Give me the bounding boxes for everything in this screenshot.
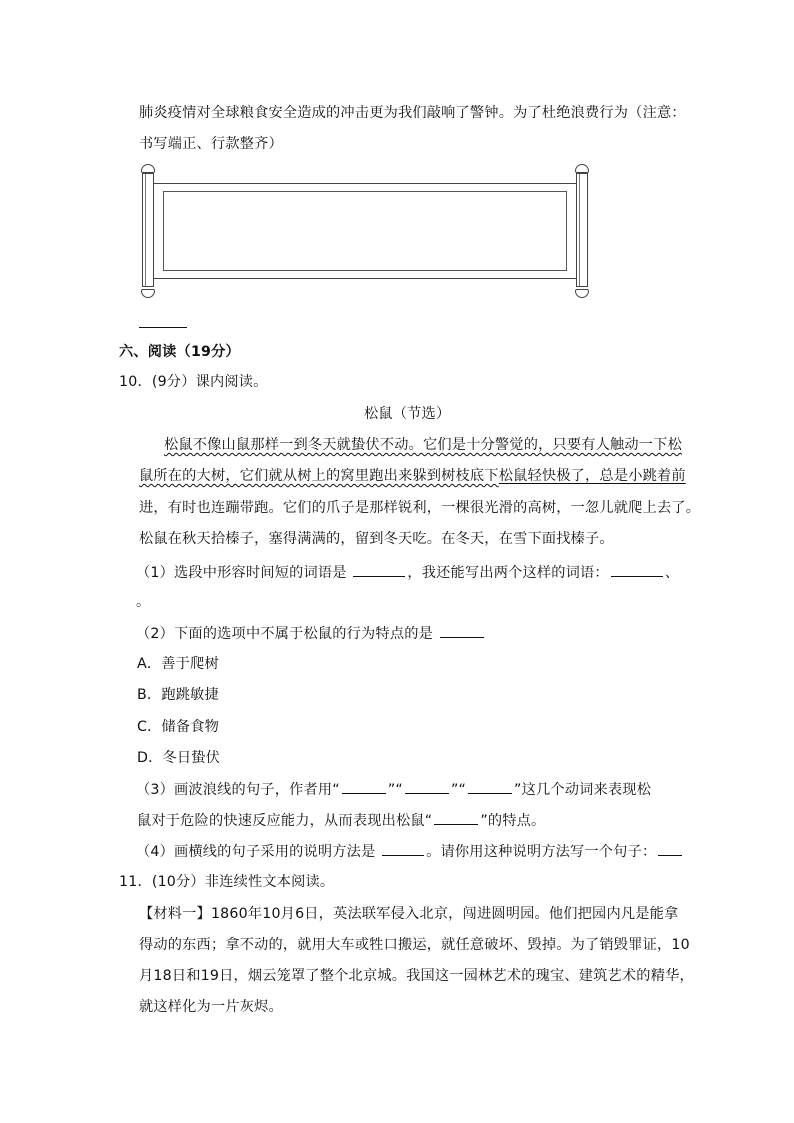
q10-sub3-text: ”的特点。 [480,813,546,829]
wavy-underlined-sentence: 鼠所在的大树，它们就从树上的窝里跑出来躲到树枝底下 [139,468,499,484]
passage-line-3: 进，有时也连蹦带跑。它们的爪子是那样锐利，一棵很光滑的高树，一忽儿就爬上去了。 [139,500,701,516]
q10-sub1 [136,562,679,583]
option-c[interactable]: C．储备食物 [137,719,220,735]
q11-header: 11．(10分）非连续性文本阅读。 [119,874,335,890]
q10-sub1-text: （1）选段中形容时间短的词语是 [136,565,352,581]
passage-title: 松鼠（节选） [364,406,451,422]
q10-sub3-text: ”“ [387,782,403,798]
option-b[interactable]: B．跑跳敏捷 [137,687,219,703]
scroll-knob-icon [141,164,155,173]
q10-sub3-text: （3）画波浪线的句子，作者用“ [136,782,340,798]
q10-sub3-line2 [137,810,545,831]
intro-line-1: 肺炎疫情对全球粮食安全造成的冲击更为我们敲响了警钟。为了杜绝浪费行为（注意： [139,105,686,121]
answer-blank[interactable] [658,841,682,856]
q10-sub4-text: 。请你用这种说明方法写一个句子： [426,844,657,860]
straight-underlined-sentence: 松鼠轻快极了，总是小跳着前 [498,468,686,484]
option-d[interactable]: D．冬日蛰伏 [137,750,221,766]
scroll-knob-icon [141,289,155,298]
answer-blank[interactable] [342,779,386,794]
scroll-knob-icon [575,289,589,298]
passage-line-1 [164,435,682,455]
q10-sub2 [136,623,486,644]
material1-line-4: 就这样化为一片灰烬。 [139,999,283,1015]
scroll-rod-right [576,173,588,287]
q10-sub1-line2: 。 [136,594,151,610]
q10-sub2-text: （2）下面的选项中不属于松鼠的行为特点的是 [136,626,438,642]
answer-blank[interactable] [440,623,484,638]
passage-line-2 [139,466,686,486]
q10-sub1-text: ，我还能写出两个这样的词语： [407,565,609,581]
q10-sub4 [136,841,684,862]
section-title: 六、阅读（19分） [119,344,240,360]
wavy-underlined-sentence: 松鼠不像山鼠那样一到冬天就蛰伏不动。它们是十分警觉的，只要有人触动一下松 [164,437,682,453]
intro-line-2: 书写端正、行款整齐） [139,136,283,152]
q10-sub3-text: ”这几个动词来表现松 [514,782,652,798]
material1-line-3: 月18日和19日，烟云笼罩了整个北京城。我国这一园林艺术的瑰宝、建筑艺术的精华， [139,968,694,984]
scroll-knob-icon [575,164,589,173]
answer-blank-line[interactable] [139,327,187,328]
answer-blank[interactable] [468,779,512,794]
material1-line-1: 【材料一】1860年10月6日，英法联军侵入北京，闯进圆明园。他们把园内凡是能拿 [139,906,679,922]
answer-blank[interactable] [382,841,424,856]
q10-sub3-text: 鼠对于危险的快速反应能力，从而表现出松鼠“ [137,813,433,829]
option-a[interactable]: A．善于爬树 [137,656,219,672]
answer-blank[interactable] [353,562,405,577]
answer-blank[interactable] [405,779,449,794]
scroll-writing-frame [140,163,590,299]
answer-blank[interactable] [434,810,478,825]
q10-sub3 [136,779,651,800]
writing-area[interactable] [163,191,567,271]
q10-sub4-text: （4）画横线的句子采用的说明方法是 [136,844,381,860]
q10-sub3-text: ”“ [450,782,467,798]
q10-header: 10．(9分）课内阅读。 [119,374,268,390]
passage-line-4: 松鼠在秋天拾榛子，塞得满满的，留到冬天吃。在冬天，在雪下面找榛子。 [139,531,614,547]
material1-line-2: 得动的东西；拿不动的，就用大车或牲口搬运，就任意破坏、毁掉。为了销毁罪证，10 [139,937,690,953]
q10-sub1-text: 、 [664,565,680,581]
answer-blank[interactable] [611,562,663,577]
